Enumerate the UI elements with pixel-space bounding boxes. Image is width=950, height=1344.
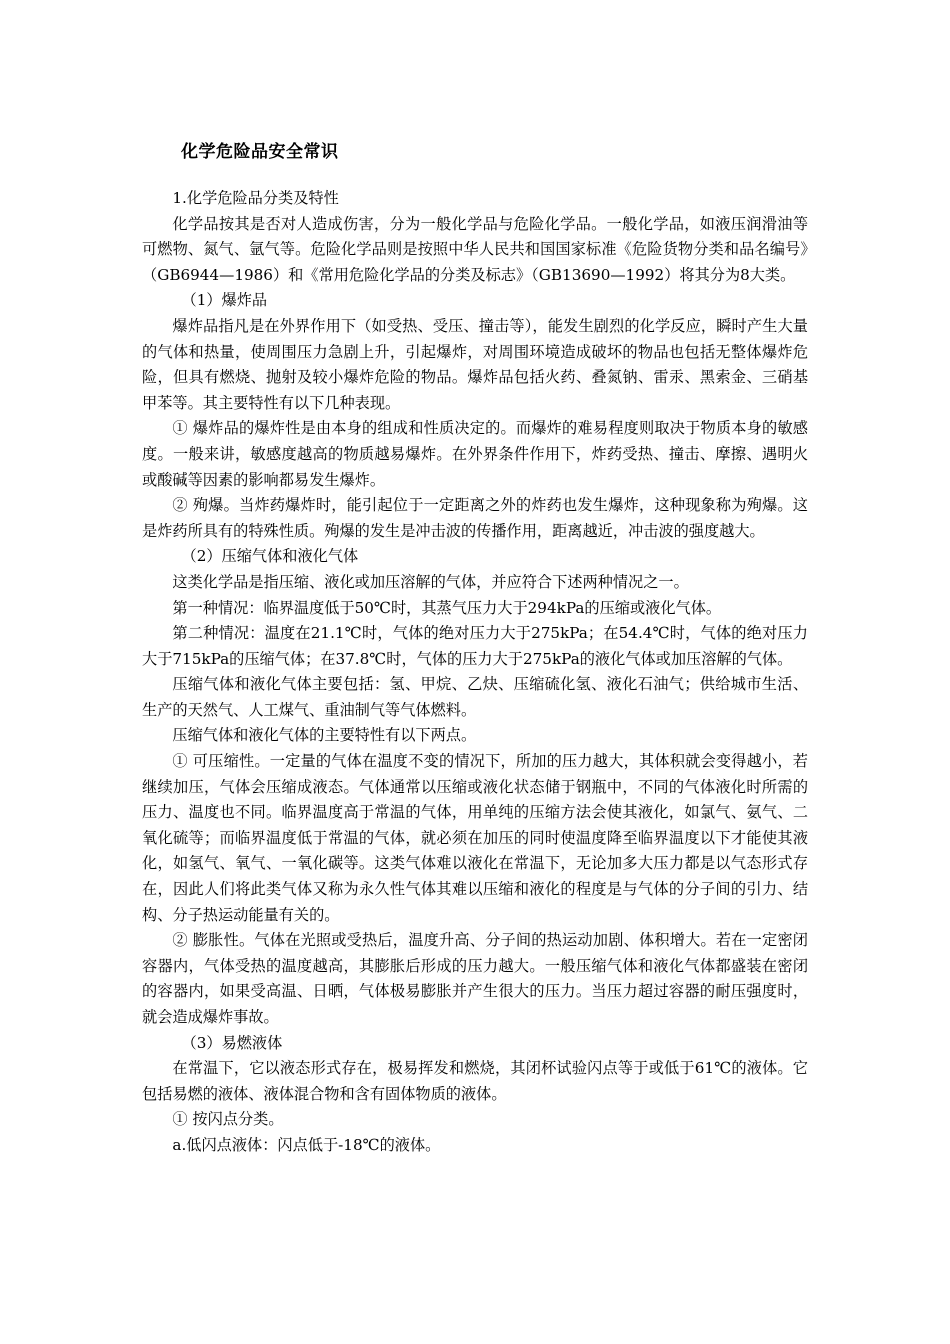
paragraph: 化学品按其是否对人造成伤害，分为一般化学品与危险化学品。一般化学品，如液压润滑油等可燃物、氮气、氩气等。危险化学品则是按照中华人民共和国国家标准《危险货物分类和品名编号》（GB6944—1986）和《常用危险化学品的分类及标志》（GB13690—1992）将其分为8大类。 — [142, 214, 808, 284]
paragraph: ② 膨胀性。气体在光照或受热后，温度升高、分子间的热运动加剧、体积增大。若在一定密闭容器内，气体受热的温度越高，其膨胀后形成的压力越大。一般压缩气体和液化气体都盛装在密闭的容器内，如果受高温、日晒，气体极易膨胀并产生很大的压力。当压力超过容器的耐压强度时，就会造成爆炸事故。 — [142, 931, 808, 1026]
paragraph: ② 殉爆。当炸药爆炸时，能引起位于一定距离之外的炸药也发生爆炸，这种现象称为殉爆。这是炸药所具有的特殊性质。殉爆的发生是冲击波的传播作用，距离越近，冲击波的强度越大。 — [142, 496, 808, 540]
paragraph: a.低闪点液体：闪点低于-18℃的液体。 — [172, 1135, 441, 1154]
paragraph: 爆炸品指凡是在外界作用下（如受热、受压、撞击等），能发生剧烈的化学反应，瞬时产生大量的气体和热量，使周围压力急剧上升，引起爆炸，对周围环境造成破坏的物品也包括无整体爆炸危险，但具有燃烧、抛射及较小爆炸危险的物品。爆炸品包括火药、叠氮钠、雷汞、黑索金、三硝基甲苯等。其主要特性有以下几种表现。 — [142, 316, 808, 412]
section-heading: （1）爆炸品 — [181, 291, 268, 310]
document-title: 化学危险品安全常识 — [181, 142, 339, 162]
paragraph: 1.化学危险品分类及特性 — [172, 189, 339, 207]
paragraph: ① 可压缩性。一定量的气体在温度不变的情况下，所加的压力越大，其体积就会变得越小，若继续加压，气体会压缩成液态。气体通常以压缩或液化状态储于钢瓶中，不同的气体液化时所需的压力、温度也不同。临界温度高于常温的气体，用单纯的压缩方法会使其液化，如氯气、氨气、二氧化硫等；而临界温度低于常温的气体，就必须在加压的同时使温度降至临界温度以下才能使其液化，如氢气、氧气、一氧化碳等。这类气体难以液化在常温下，无论加多大压力都是以气态形式存在，因此人们将此类气体又称为永久性气体其难以压缩和液化的程度是与气体的分子间的引力、结构、分子热运动能量有关的。 — [142, 752, 808, 924]
paragraph: ① 按闪点分类。 — [172, 1110, 284, 1129]
paragraph: ① 爆炸品的爆炸性是由本身的组成和性质决定的。而爆炸的难易程度则取决于物质本身的敏感度。一般来讲，敏感度越高的物质越易爆炸。在外界条件作用下，炸药受热、撞击、摩擦、遇明火或酸碱等因素的影响都易发生爆炸。 — [142, 419, 808, 489]
document-body — [142, 186, 808, 1159]
paragraph: 第一种情况：临界温度低于50℃时，其蒸气压力大于294kPa的压缩或液化气体。 — [172, 598, 722, 617]
section-heading: （2）压缩气体和液化气体 — [181, 547, 359, 566]
paragraph: 第二种情况：温度在21.1℃时，气体的绝对压力大于275kPa；在54.4℃时，气体的绝对压力大于715kPa的压缩气体；在37.8℃时，气体的压力大于275kPa的液化气体或加压溶解的气体。 — [142, 624, 808, 668]
section-heading: （3）易燃液体 — [181, 1033, 283, 1052]
paragraph: 在常温下，它以液态形式存在，极易挥发和燃烧，其闭杯试验闪点等于或低于61℃的液体。它包括易燃的液体、液体混合物和含有固体物质的液体。 — [142, 1059, 808, 1103]
paragraph: 这类化学品是指压缩、液化或加压溶解的气体，并应符合下述两种情况之一。 — [172, 572, 689, 591]
paragraph: 压缩气体和液化气体主要包括：氢、甲烷、乙炔、压缩硫化氢、液化石油气；供给城市生活、生产的天然气、人工煤气、重油制气等气体燃料。 — [142, 675, 808, 719]
paragraph: 压缩气体和液化气体的主要特性有以下两点。 — [172, 726, 477, 745]
